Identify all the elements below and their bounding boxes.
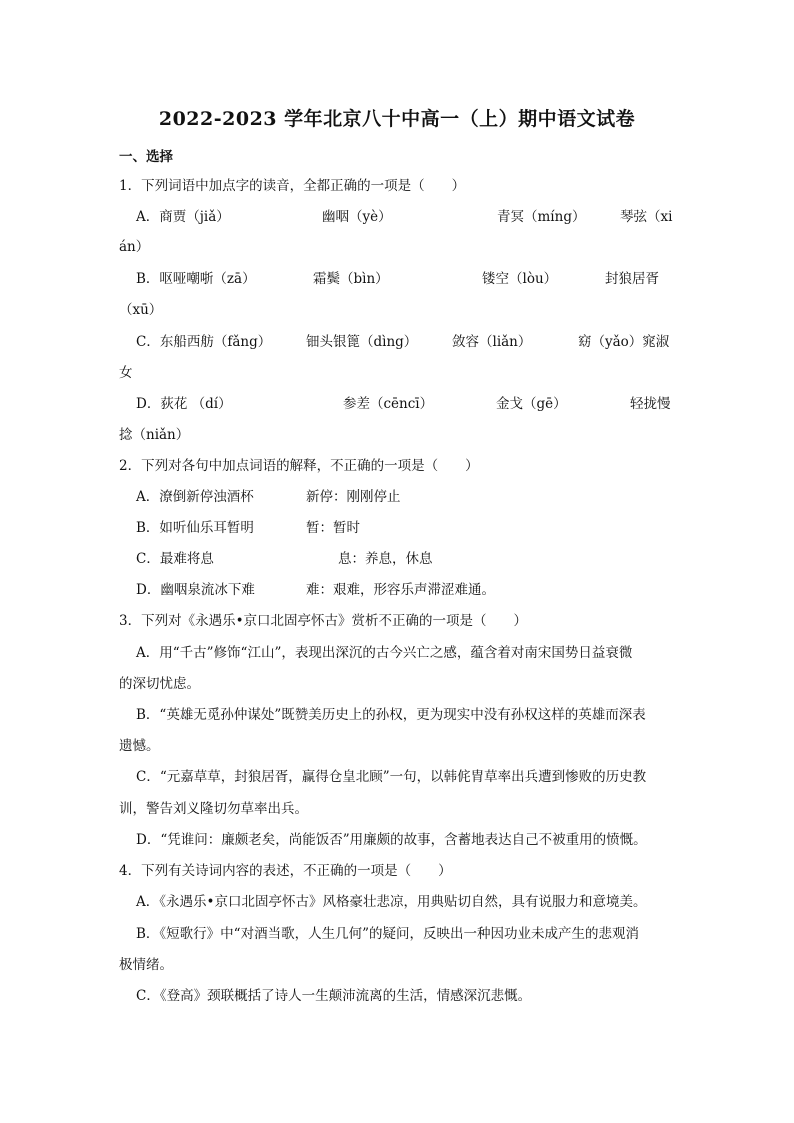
q1-option-d-item2: 参差（cēncī） xyxy=(343,396,434,412)
q1-option-c: C．东船西舫（fǎng） xyxy=(136,334,272,350)
q4-option-a: A．《永遇乐•京口北固亭怀古》风格豪壮悲凉，用典贴切自然，具有说服力和意境美。 xyxy=(136,894,647,910)
question-3-stem: 3．下列对《永遇乐•京口北固亭怀古》赏析不正确的一项是（ ） xyxy=(119,613,528,629)
q4-option-b: B．《短歌行》中“对酒当歌，人生几何”的疑问，反映出一种因功业未成产生的悲观消 xyxy=(136,926,639,942)
q2-option-a: A．潦倒新停浊酒杯 xyxy=(136,489,254,505)
q3-option-b-cont: 遗憾。 xyxy=(119,738,160,754)
q4-option-c: C．《登高》颈联概括了诗人一生颠沛流离的生活，情感深沉悲慨。 xyxy=(136,988,532,1004)
q1-option-c-item4: 窈（yǎo）窕淑 xyxy=(578,334,670,350)
q1-option-c-item2: 钿头银篦（dìng） xyxy=(306,334,418,350)
q3-option-b: B．“英雄无觅孙仲谋处”既赞美历史上的孙权，更为现实中没有孙权这样的英雄而深表 xyxy=(136,707,646,723)
question-4-stem: 4．下列有关诗词内容的表述，不正确的一项是（ ） xyxy=(119,863,452,879)
q2-option-b-expl: 暂：暂时 xyxy=(306,520,360,536)
q1-option-c-cont: 女 xyxy=(119,365,133,381)
q3-option-a-cont: 的深切忧虑。 xyxy=(119,676,200,692)
q1-option-d: D．荻花 （dí） xyxy=(136,396,232,412)
q2-option-b: B．如听仙乐耳暂明 xyxy=(136,520,254,536)
q2-option-d: D．幽咽泉流冰下难 xyxy=(136,582,255,598)
question-2-stem: 2．下列对各句中加点词语的解释，不正确的一项是（ ） xyxy=(119,458,479,474)
page-title: 2022-2023 学年北京八十中高一（上）期中语文试卷 xyxy=(158,108,636,130)
q3-option-c: C．“元嘉草草，封狼居胥，赢得仓皇北顾”一句，以韩侂胄草率出兵遭到惨败的历史教 xyxy=(136,769,647,785)
q3-option-c-cont: 训，警告刘义隆切勿草率出兵。 xyxy=(119,801,308,817)
q1-option-b-item2: 霜鬓（bìn） xyxy=(313,271,389,287)
q2-option-d-expl: 难：艰难，形容乐声滞涩难通。 xyxy=(306,582,495,598)
q1-option-b: B．呕哑嘲哳（zā） xyxy=(136,271,256,287)
q1-option-d-item4: 轻拢慢 xyxy=(630,396,671,412)
q1-option-a-cont: án） xyxy=(119,239,150,255)
q1-option-d-cont: 捻（niǎn） xyxy=(119,427,190,443)
q1-option-a: A．商贾（jiǎ） xyxy=(136,209,230,225)
q2-option-a-expl: 新停：刚刚停止 xyxy=(306,489,401,505)
q1-option-a-item4: 琴弦（xi xyxy=(620,209,673,225)
q1-option-b-item3: 镂空（lòu） xyxy=(482,271,558,287)
q2-option-c-expl: 息：养息，休息 xyxy=(338,551,433,567)
q1-option-b-cont: （xū） xyxy=(119,302,163,318)
q4-option-b-cont: 极情绪。 xyxy=(119,957,173,973)
q1-option-a-item2: 幽咽（yè） xyxy=(322,209,392,225)
q3-option-a: A．用“千古”修饰“江山”，表现出深沉的古今兴亡之感，蕴含着对南宋国势日益衰微 xyxy=(136,645,633,661)
section-heading: 一、选择 xyxy=(119,149,173,165)
q3-option-d: D．“凭谁问：廉颇老矣，尚能饭否”用廉颇的故事，含蓄地表达自己不被重用的愤慨。 xyxy=(136,832,647,848)
question-1-stem: 1．下列词语中加点字的读音，全都正确的一项是（ ） xyxy=(119,178,466,194)
q1-option-b-item4: 封狼居胥 xyxy=(605,271,659,287)
q1-option-a-item3: 青冥（míng） xyxy=(497,209,586,225)
q2-option-c: C．最难将息 xyxy=(136,551,214,567)
q1-option-c-item3: 敛容（liǎn） xyxy=(452,334,532,350)
q1-option-d-item3: 金戈（gē） xyxy=(496,396,567,412)
